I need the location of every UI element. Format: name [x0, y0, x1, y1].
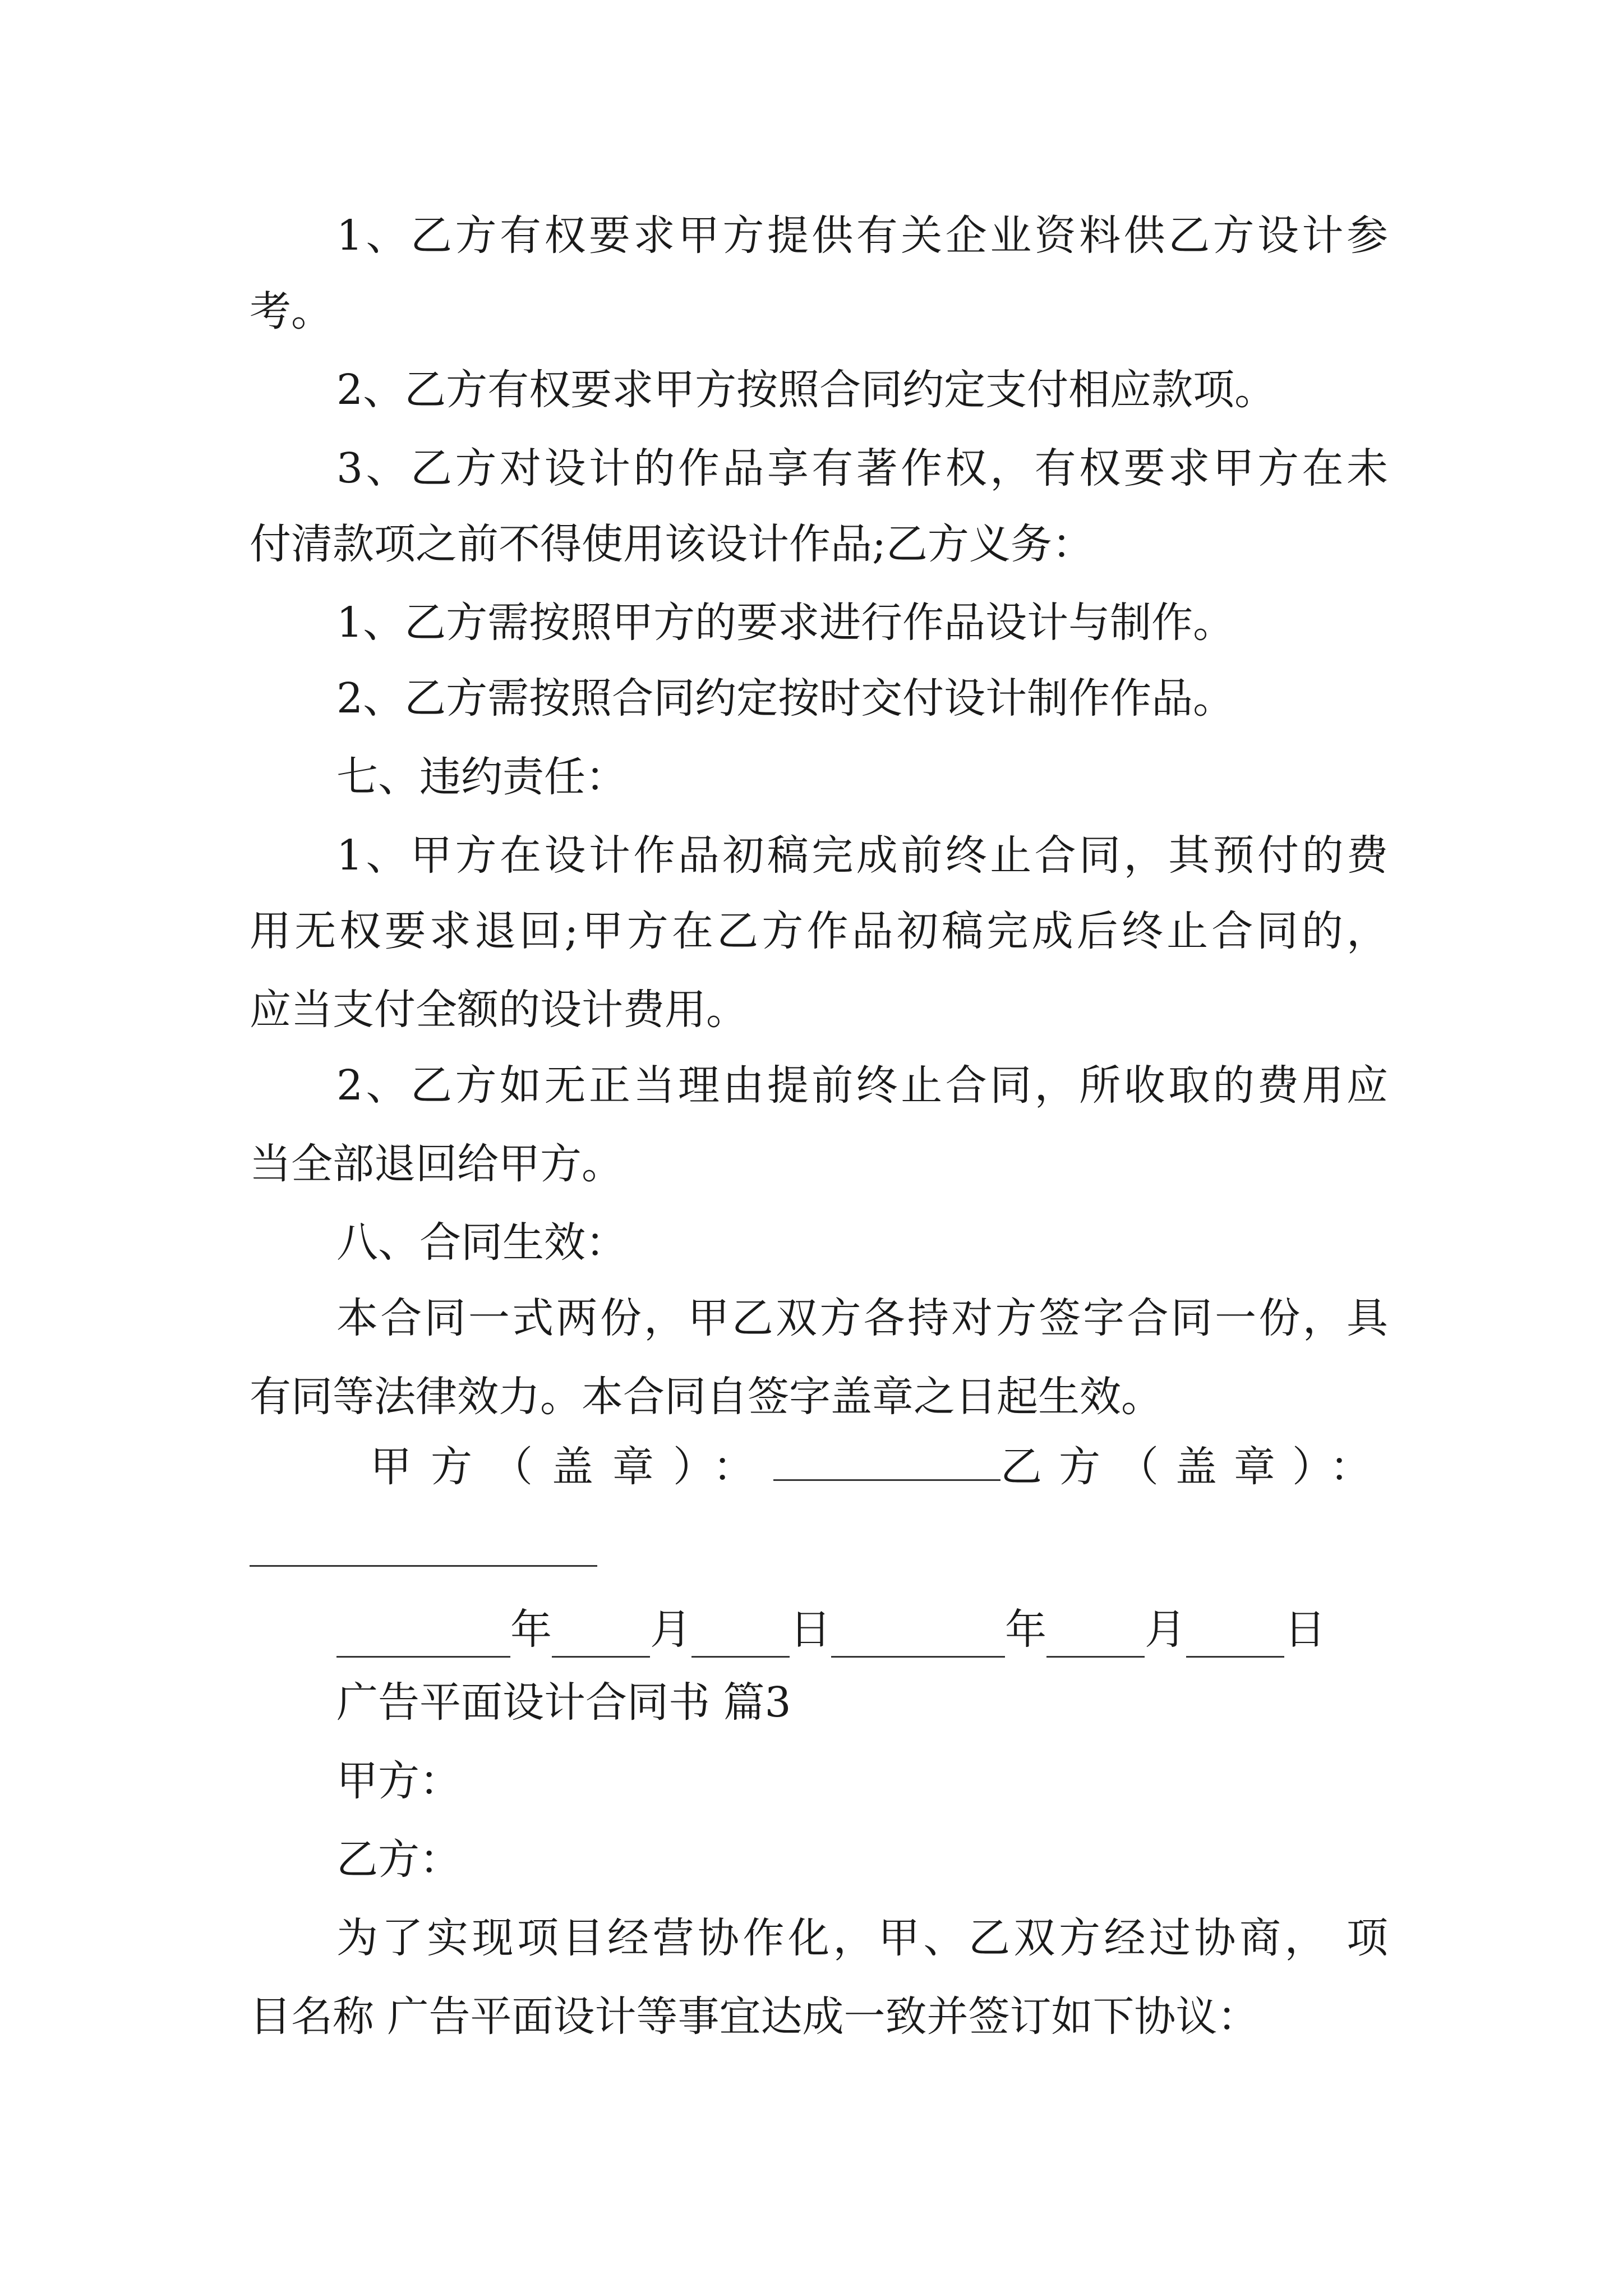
- day-label-b: 日: [1284, 1605, 1326, 1654]
- paragraph-line: 应当支付全额的设计费用。: [250, 986, 748, 1034]
- month-blank-b: [1046, 1617, 1145, 1658]
- paragraph-line: 用无权要求退回;甲方在乙方作品初稿完成后终止合同的，: [250, 907, 1388, 955]
- paragraph-line: 1、甲方在设计作品初稿完成前终止合同，其预付的费: [336, 831, 1388, 880]
- signature-row: [370, 1439, 1388, 1495]
- paragraph-line: 付清款项之前不得使用该设计作品;乙方义务：: [250, 520, 1094, 568]
- year-blank-a: [336, 1617, 510, 1658]
- paragraph-line: 本合同一式两份，甲乙双方各持对方签字合同一份，具: [336, 1294, 1388, 1342]
- date-row: [336, 1602, 1326, 1658]
- paragraph-line: 七、违约责任：: [336, 753, 627, 801]
- party-b-label: 乙方：: [336, 1835, 461, 1884]
- year-blank-b: [831, 1617, 1005, 1658]
- month-label-a: 月: [650, 1605, 691, 1654]
- party-a-label: 甲方：: [336, 1757, 461, 1805]
- paragraph-line: 八、合同生效：: [336, 1218, 627, 1267]
- paragraph-line: 1、乙方需按照甲方的要求进行作品设计与制作。: [336, 599, 1235, 647]
- paragraph-line: 目名称 广告平面设计等事宜达成一致并签订如下协议：: [250, 1993, 1259, 2041]
- month-blank-a: [552, 1617, 650, 1658]
- day-label-a: 日: [790, 1605, 831, 1654]
- paragraph-line: 当全部退回给甲方。: [250, 1140, 623, 1188]
- paragraph-line: 3、乙方对设计的作品享有著作权，有权要求甲方在未: [336, 444, 1388, 493]
- year-label-a: 年: [510, 1605, 552, 1654]
- paragraph-line: 有同等法律效力。本合同自签字盖章之日起生效。: [250, 1373, 1163, 1421]
- paragraph-line: 1、乙方有权要求甲方提供有关企业资料供乙方设计参: [336, 211, 1388, 260]
- party-b-seal-blank: [250, 1565, 597, 1567]
- year-label-b: 年: [1005, 1605, 1046, 1654]
- section-title: 广告平面设计合同书 篇3: [336, 1678, 791, 1727]
- day-blank-b: [1186, 1617, 1284, 1658]
- month-label-b: 月: [1145, 1605, 1186, 1654]
- paragraph-line: 为了实现项目经营协作化，甲、乙双方经过协商， 项: [336, 1914, 1388, 1962]
- party-a-seal-label: 甲方（盖章）：: [370, 1443, 773, 1491]
- paragraph-line: 2、乙方如无正当理由提前终止合同，所收取的费用应: [336, 1061, 1388, 1110]
- paragraph-line: 考。: [250, 287, 333, 335]
- paragraph-line: 2、乙方有权要求甲方按照合同约定支付相应款项。: [336, 366, 1276, 414]
- paragraph-line: 2、乙方需按照合同约定按时交付设计制作作品。: [336, 674, 1235, 723]
- party-b-seal-label: 乙方（盖章）：: [1000, 1443, 1388, 1491]
- party-a-seal-blank: [773, 1446, 1000, 1481]
- day-blank-a: [691, 1617, 790, 1658]
